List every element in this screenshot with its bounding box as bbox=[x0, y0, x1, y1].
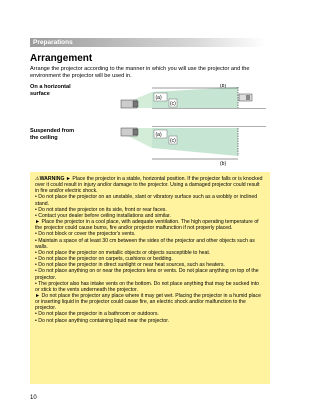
section-header-bar bbox=[30, 38, 266, 47]
warning-box bbox=[30, 172, 270, 384]
warning-bullet: • Do not place the projector on metallic objects or objects susceptible to heat. bbox=[35, 249, 211, 256]
warning-bullet: ► Do not place the projector any place where it may get wet. Placing the projector in a humid place or inserting liquid in the projector could cause fire, an electric shock and/or malfunction to the projector. bbox=[35, 292, 261, 312]
label-horizontal-line2: surface bbox=[30, 91, 50, 97]
warning-title: WARNING bbox=[39, 176, 65, 182]
section-title: Preparations bbox=[33, 39, 73, 46]
label-horizontal-line1: On a horizontal bbox=[30, 84, 71, 90]
screen-projector-icon bbox=[239, 94, 252, 101]
warning-bullet: • Do not place anything containing liquid near the projector. bbox=[35, 317, 170, 324]
projector-icon bbox=[121, 128, 138, 136]
label-horizontal bbox=[30, 84, 71, 98]
warning-intro bbox=[35, 176, 265, 194]
warning-bullet: • Do not place anything on or near the projectors lens or vents. Do not place anything on top of the projector. bbox=[35, 268, 259, 281]
diagram-label-a: (a) bbox=[155, 132, 162, 138]
warning-icon: ⚠ bbox=[35, 176, 40, 182]
warning-bullet: ► Place the projector in a cool place, with adequate ventilation. The high operating temperature of the projector could cause burns, fire and/or projector malfunction if not properly placed. bbox=[35, 219, 259, 232]
warning-bullet: • The projector also has intake vents on the bottom. Do not place anything that may be sucked into or stick to the vents underneath the projector. bbox=[35, 280, 260, 293]
intro-paragraph: Arrange the projector according to the manner in which you will use the projector and the environment the projector will be used in. bbox=[30, 66, 250, 80]
warning-bullet: • Do not block or cover the projector's vents. bbox=[35, 231, 136, 238]
diagram-label-a: (a) bbox=[155, 95, 162, 101]
warning-first-text: ► Place the projector in a stable, horizontal position. If the projector falls or is knocked over it could result in injury and/or damage to the projector. Using a damaged projector could result in fire and/or electric shock. bbox=[35, 176, 263, 195]
warning-bullet: • Do not place the projector in a bathroom or outdoors. bbox=[35, 311, 159, 318]
horizontal-diagram bbox=[88, 84, 270, 128]
warning-bullet: • Do not place the projector in direct sunlight or near heat sources, such as heaters. bbox=[35, 262, 225, 269]
warning-bullet: • Do not stand the projector on its side, front or rear faces. bbox=[35, 206, 167, 213]
diagram-label-c: (c) bbox=[170, 138, 176, 144]
ceiling-diagram bbox=[88, 126, 270, 170]
warning-bullet: • Do not place the projector on an unstable, slant or vibratory surface such as a wobbly or inclined stand. bbox=[35, 194, 258, 207]
projector-icon bbox=[121, 100, 138, 108]
diagram-label-b: (b) bbox=[220, 161, 227, 167]
page-number: 10 bbox=[30, 395, 37, 401]
warning-bullet: • Do not place the projector on carpets, cushions or bedding. bbox=[35, 256, 173, 263]
label-ceiling-line1: Suspended from bbox=[30, 128, 75, 134]
warning-bullet: • Maintain a space of at least 30 cm between the sides of the projector and other objects such as walls. bbox=[35, 237, 255, 250]
diagram-label-b: (b) bbox=[220, 84, 227, 89]
diagram-label-c: (c) bbox=[170, 101, 176, 107]
label-ceiling bbox=[30, 128, 74, 142]
warning-bullet: • Contact your dealer before ceiling installations and similar. bbox=[35, 212, 171, 219]
page-title: Arrangement bbox=[30, 53, 93, 64]
label-ceiling-line2: the ceiling bbox=[30, 135, 58, 141]
